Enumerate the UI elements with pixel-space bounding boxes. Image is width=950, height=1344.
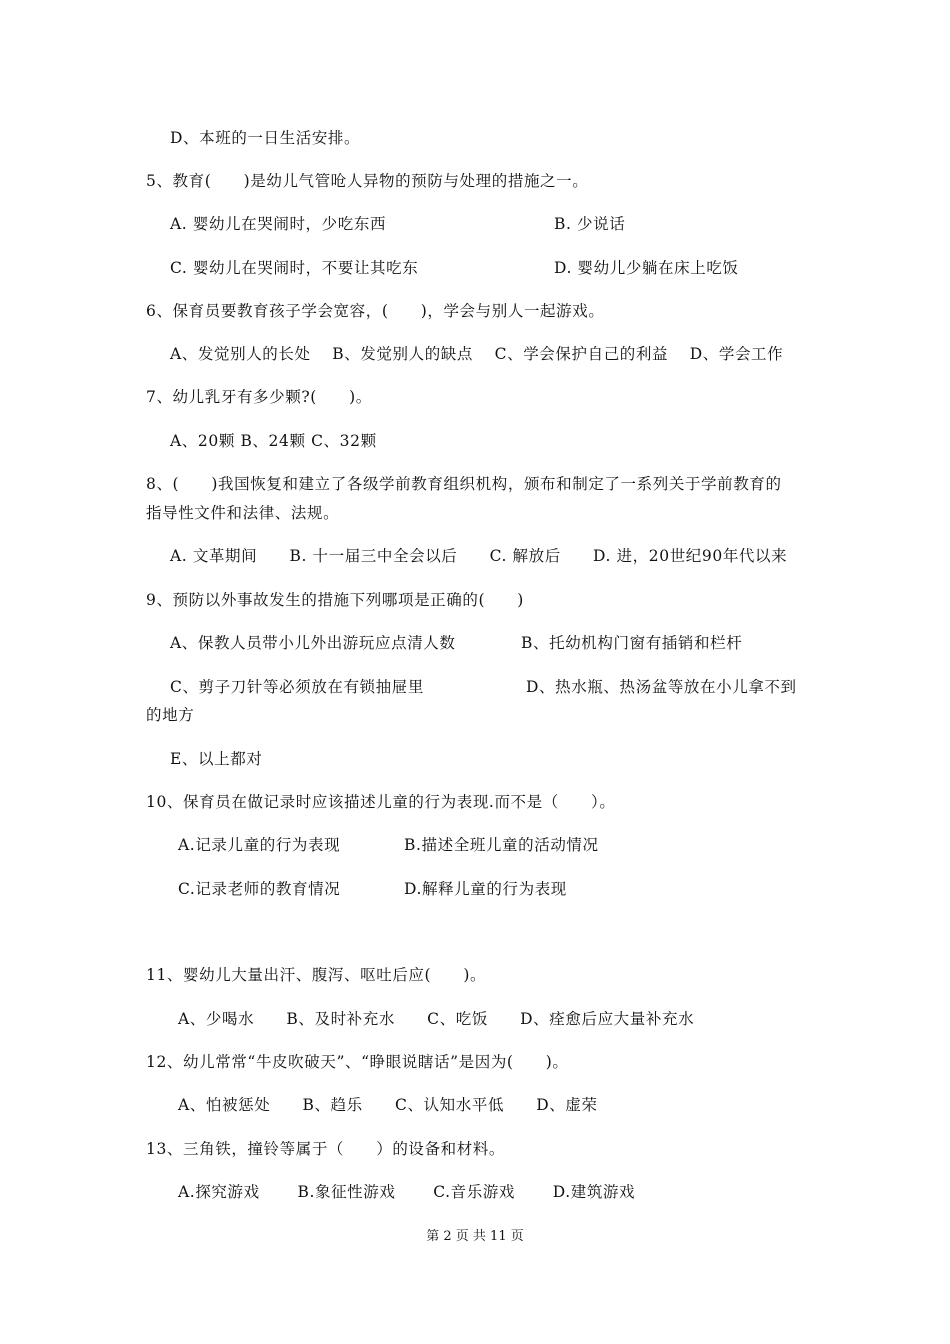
question-12: 12、幼儿常常“牛皮吹破天”、“睁眼说瞎话”是因为( )。 <box>146 1053 569 1071</box>
question-13: 13、三角铁，撞铃等属于（ ）的设备和材料。 <box>146 1140 506 1158</box>
q9-option-c: C、剪子刀针等必须放在有锁抽屉里 <box>170 678 424 696</box>
q6-options: A、发觉别人的长处 B、发觉别人的缺点 C、学会保护自己的利益 D、学会工作 <box>170 345 784 363</box>
q9-option-a: A、保教人员带小儿外出游玩应点清人数 <box>170 634 456 652</box>
q9-option-d: D、热水瓶、热汤盆等放在小儿拿不到 <box>526 678 797 696</box>
question-10: 10、保育员在做记录时应该描述儿童的行为表现.而不是（ ）。 <box>146 793 616 811</box>
q9-option-b: B、托幼机构门窗有插销和栏杆 <box>521 634 743 652</box>
question-7: 7、幼儿乳牙有多少颗?( )。 <box>146 388 372 406</box>
q10-option-b: B.描述全班儿童的活动情况 <box>404 836 599 854</box>
question-11: 11、婴幼儿大量出汗、腹泻、呕吐后应( )。 <box>146 966 487 984</box>
question-8-line-1: 8、( )我国恢复和建立了各级学前教育组织机构，颁布和制定了一系列关于学前教育的 <box>146 475 782 493</box>
q8-options: A. 文革期间 B. 十一届三中全会以后 C. 解放后 D. 进，20世纪90年代以来 <box>170 547 788 565</box>
q10-option-c: C.记录老师的教育情况 <box>178 880 341 898</box>
q5-option-c: C. 婴幼儿在哭闹时，不要让其吃东 <box>170 259 419 277</box>
q10-option-a: A.记录儿童的行为表现 <box>178 836 341 854</box>
q11-options: A、少喝水 B、及时补充水 C、吃饭 D、痊愈后应大量补充水 <box>178 1010 695 1028</box>
q10-option-d: D.解释儿童的行为表现 <box>404 880 567 898</box>
q12-options: A、怕被惩处 B、趋乐 C、认知水平低 D、虚荣 <box>178 1096 598 1114</box>
page-footer: 第 2 页 共 11 页 <box>426 1229 524 1244</box>
q5-option-d: D. 婴幼儿少躺在床上吃饭 <box>554 259 739 277</box>
question-5: 5、教育( )是幼儿气管呛人异物的预防与处理的措施之一。 <box>146 172 589 190</box>
q7-options: A、20颗 B、24颗 C、32颗 <box>170 432 377 450</box>
q9-option-d-cont: 的地方 <box>146 706 195 724</box>
q5-option-b: B. 少说话 <box>554 215 626 233</box>
q5-option-a: A. 婴幼儿在哭闹时，少吃东西 <box>170 215 387 233</box>
question-8-line-2: 指导性文件和法律、法规。 <box>146 504 340 522</box>
q13-options: A.探究游戏 B.象征性游戏 C.音乐游戏 D.建筑游戏 <box>178 1183 636 1201</box>
question-9: 9、预防以外事故发生的措施下列哪项是正确的( ) <box>146 591 524 609</box>
q4-option-d: D、本班的一日生活安排。 <box>170 129 361 147</box>
question-6: 6、保育员要教育孩子学会宽容，( )，学会与别人一起游戏。 <box>146 302 605 320</box>
q9-option-e: E、以上都对 <box>170 750 263 768</box>
